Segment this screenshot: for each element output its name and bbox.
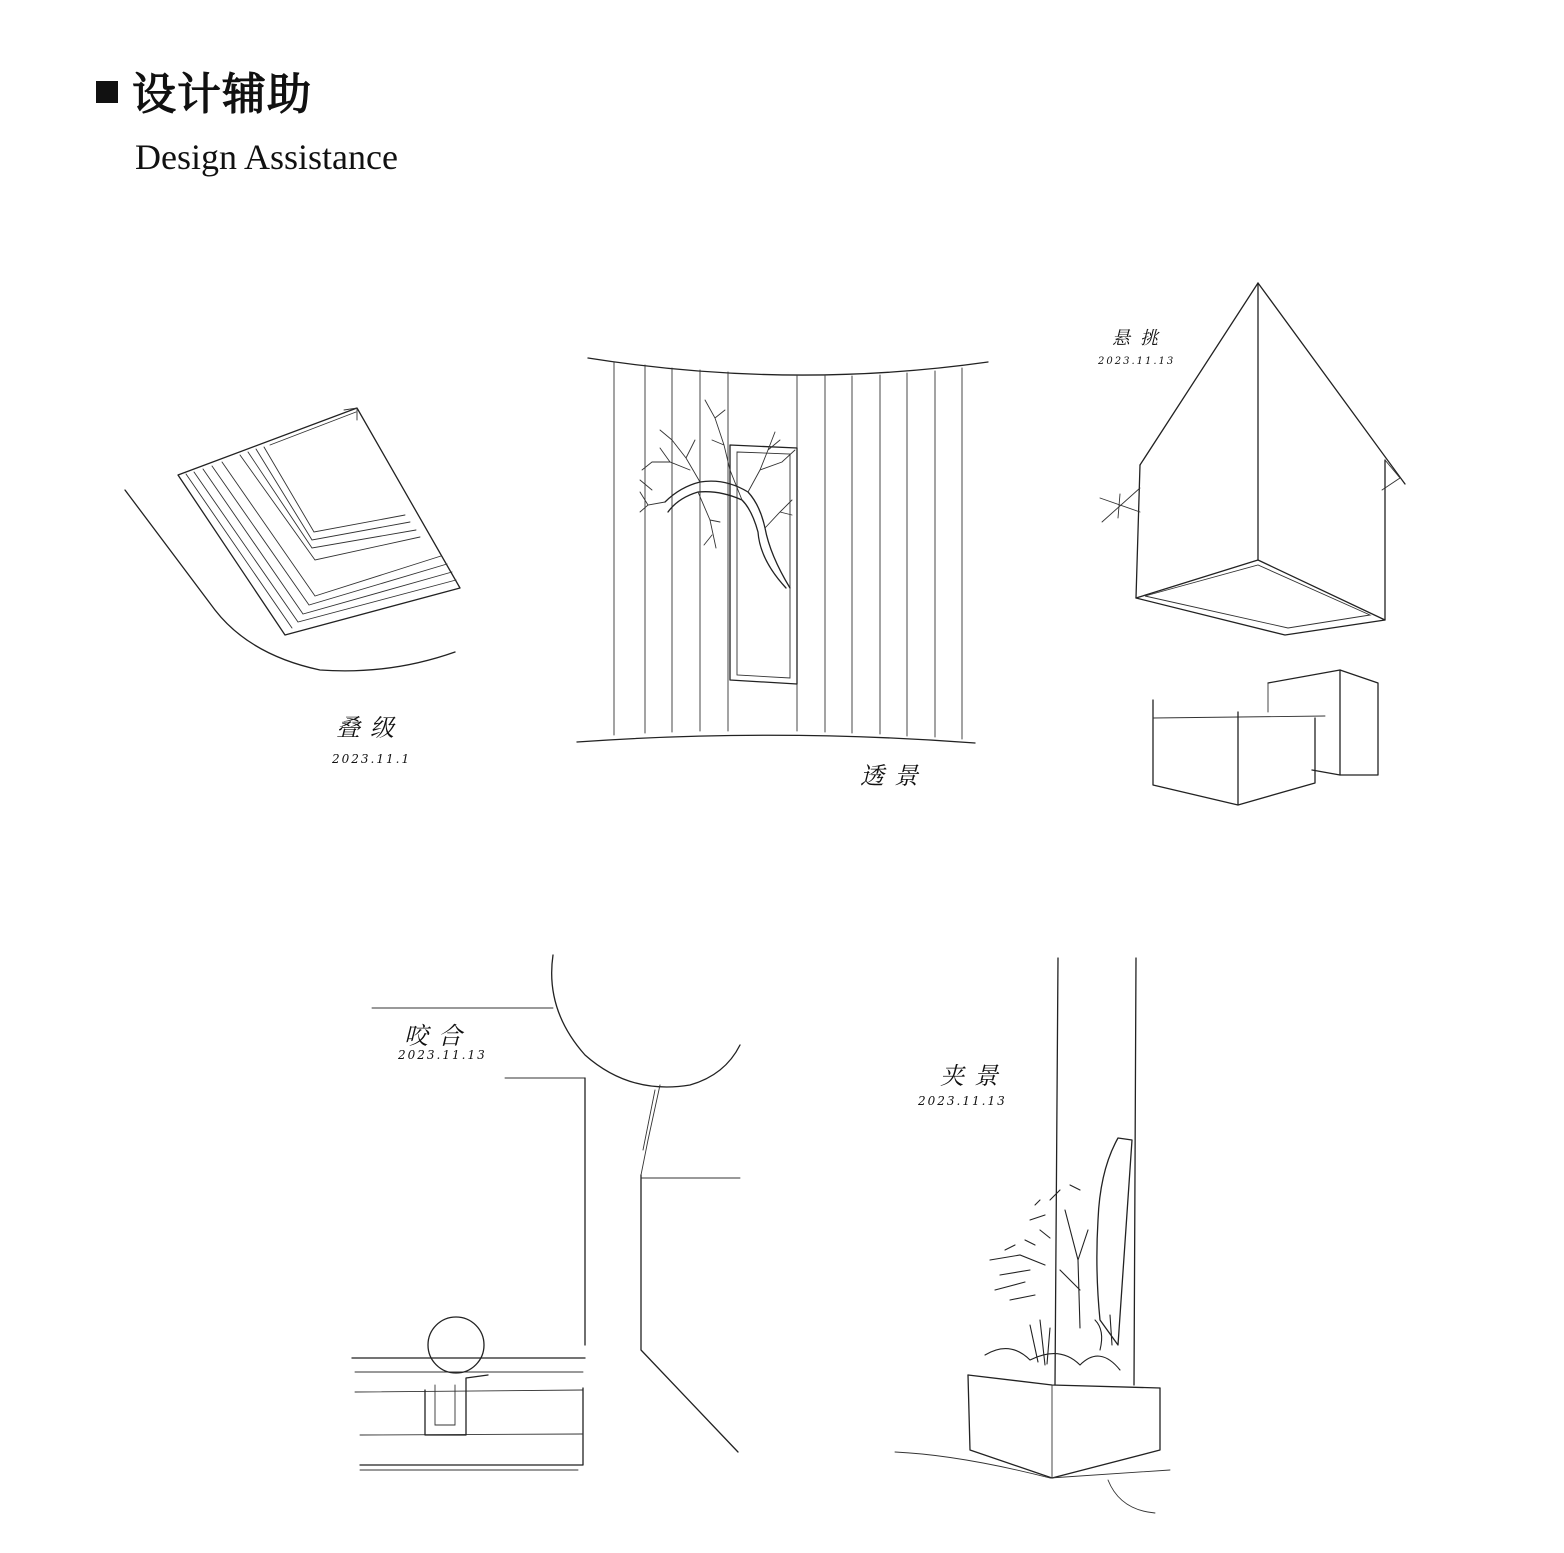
sketch-title-pinched-view: 夹景 <box>940 1062 1008 1090</box>
sketch-date-stepped: 2023.11.1 <box>332 752 412 766</box>
sketch-title-cantilever: 悬挑 <box>1112 328 1168 349</box>
page-subtitle: Design Assistance <box>135 137 398 177</box>
sketch-pinched-view <box>895 958 1170 1513</box>
sketch-date-pinched-view: 2023.11.13 <box>918 1094 1007 1108</box>
sketch-stepped-ceiling <box>125 408 460 671</box>
sketch-date-cantilever: 2023.11.13 <box>1098 356 1176 367</box>
page-title: 设计辅助 <box>132 69 312 120</box>
sketch-date-interlock: 2023.11.13 <box>398 1048 487 1062</box>
sketch-framed-view <box>577 358 988 743</box>
sketch-title-framed-view: 透景 <box>860 762 928 790</box>
sketch-title-stepped: 叠级 <box>336 714 404 742</box>
sketch-title-interlock: 咬合 <box>404 1022 472 1050</box>
